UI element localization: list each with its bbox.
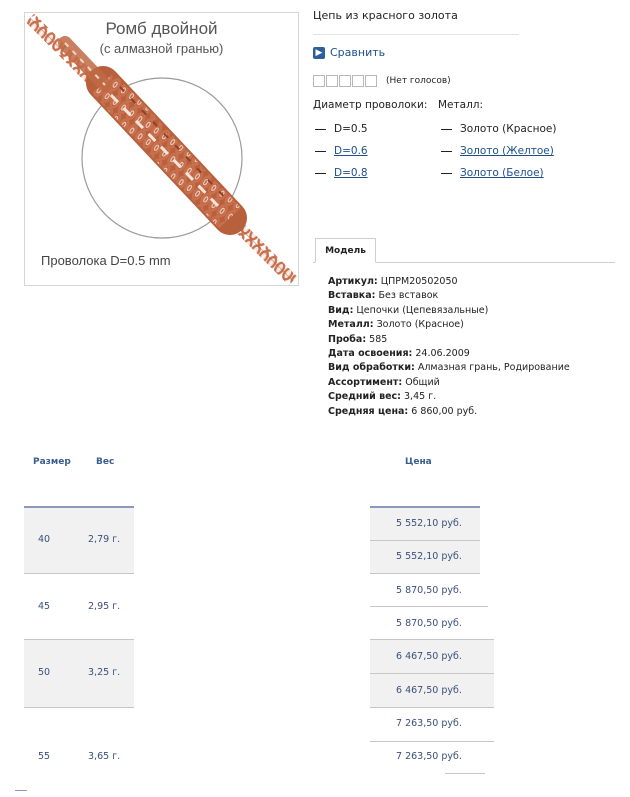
spec-value: 6 860,00 руб. xyxy=(411,405,478,417)
cell-price: 6 467,50 руб. xyxy=(396,685,462,696)
spec-value: 24.06.2009 xyxy=(415,348,470,359)
cell-weight: 2,95 г. xyxy=(88,601,121,612)
spec-row xyxy=(328,406,477,417)
tab-model[interactable]: Модель xyxy=(315,238,376,263)
diameter-option-link[interactable]: D=0.6 xyxy=(315,145,368,157)
cell-price: 5 870,50 руб. xyxy=(396,585,462,596)
diameter-label: Диаметр проволоки: xyxy=(313,99,428,111)
cell-price: 6 467,50 руб. xyxy=(396,651,462,662)
spec-row xyxy=(328,305,488,316)
cell-price: 7 263,50 руб. xyxy=(396,751,462,762)
row-divider xyxy=(370,639,494,640)
cell-weight: 2,79 г. xyxy=(88,534,121,545)
row-divider xyxy=(370,573,480,574)
cell-price: 5 552,10 руб. xyxy=(396,551,462,562)
diameter-option-link[interactable]: D=0.8 xyxy=(315,167,368,179)
spec-row xyxy=(328,348,470,359)
star-icon[interactable] xyxy=(352,75,364,87)
spec-value: ЦПРМ20502050 xyxy=(380,276,458,287)
table-bottom-mark xyxy=(15,790,27,791)
cell-size: 50 xyxy=(38,667,51,678)
metal-option-current: Золото (Красное) xyxy=(441,123,556,135)
spec-value: Золото (Красное) xyxy=(376,319,464,331)
spec-key: Проба: xyxy=(328,333,367,345)
spec-value: Без вставок xyxy=(378,290,439,302)
star-icon[interactable] xyxy=(339,75,351,87)
row-divider xyxy=(24,707,134,708)
row-divider xyxy=(370,540,480,541)
spec-value: Алмазная грань, Родирование xyxy=(417,362,570,374)
diameter-option-current: D=0.5 xyxy=(315,123,368,135)
title-divider xyxy=(313,34,519,35)
spec-key: Вид обработки: xyxy=(328,362,415,374)
compare-link[interactable] xyxy=(313,46,385,59)
arrow-right-icon: ▶ xyxy=(313,47,325,59)
image-subtitle: (с алмазной гранью) xyxy=(99,41,224,56)
spec-key: Вид: xyxy=(328,304,354,316)
spec-key: Дата освоения: xyxy=(328,348,413,359)
star-icon[interactable] xyxy=(365,75,377,87)
spec-value: 3,45 г. xyxy=(404,391,437,403)
star-icon[interactable] xyxy=(313,75,325,87)
header-size: Размер xyxy=(33,457,71,467)
star-icon[interactable] xyxy=(326,75,338,87)
spec-row xyxy=(328,319,464,330)
image-caption: Проволока D=0.5 mm xyxy=(41,253,171,268)
spec-value: Общий xyxy=(405,376,440,388)
cell-size: 40 xyxy=(38,534,51,545)
table-top-border xyxy=(24,506,134,508)
row-divider xyxy=(24,639,134,640)
spec-value: Цепочки (Цепевязальные) xyxy=(356,304,489,316)
spec-row xyxy=(328,334,387,345)
cell-price: 7 263,50 руб. xyxy=(396,718,462,729)
spec-key: Металл: xyxy=(328,319,374,331)
spec-row xyxy=(328,276,458,287)
product-name: Цепь из красного золота xyxy=(313,9,458,22)
cell-price: 5 552,10 руб. xyxy=(396,518,462,529)
compare-label: Сравнить xyxy=(330,46,386,59)
cell-size: 55 xyxy=(38,751,51,762)
spec-row xyxy=(328,362,570,373)
metal-option-link[interactable]: Золото (Белое) xyxy=(441,167,544,179)
spec-key: Средний вес: xyxy=(328,391,401,403)
cell-size: 45 xyxy=(38,601,51,612)
spec-row xyxy=(328,391,436,402)
row-divider xyxy=(370,673,494,674)
header-price: Цена xyxy=(405,457,432,467)
spec-key: Ассортимент: xyxy=(328,376,403,388)
cell-weight: 3,25 г. xyxy=(88,667,121,678)
image-title: Ромб двойной xyxy=(105,19,218,38)
product-image xyxy=(24,12,299,286)
spec-row xyxy=(328,377,440,388)
rating-widget[interactable] xyxy=(313,75,451,87)
spec-key: Средняя цена: xyxy=(328,405,409,417)
row-divider xyxy=(370,741,494,742)
metal-option-link[interactable]: Золото (Желтое) xyxy=(441,145,554,157)
cell-price: 5 870,50 руб. xyxy=(396,618,462,629)
spec-key: Артикул: xyxy=(328,276,378,287)
cell-weight: 3,65 г. xyxy=(88,751,121,762)
spec-value: 585 xyxy=(369,333,388,345)
votes-count: (Нет голосов) xyxy=(386,76,451,86)
row-divider xyxy=(370,707,494,708)
header-weight: Вес xyxy=(96,457,115,467)
metal-label: Металл: xyxy=(438,99,484,111)
row-divider xyxy=(370,606,488,607)
table-top-border xyxy=(370,506,480,508)
spec-row xyxy=(328,290,438,301)
row-divider xyxy=(445,773,485,774)
row-divider xyxy=(24,573,134,574)
spec-key: Вставка: xyxy=(328,290,376,302)
